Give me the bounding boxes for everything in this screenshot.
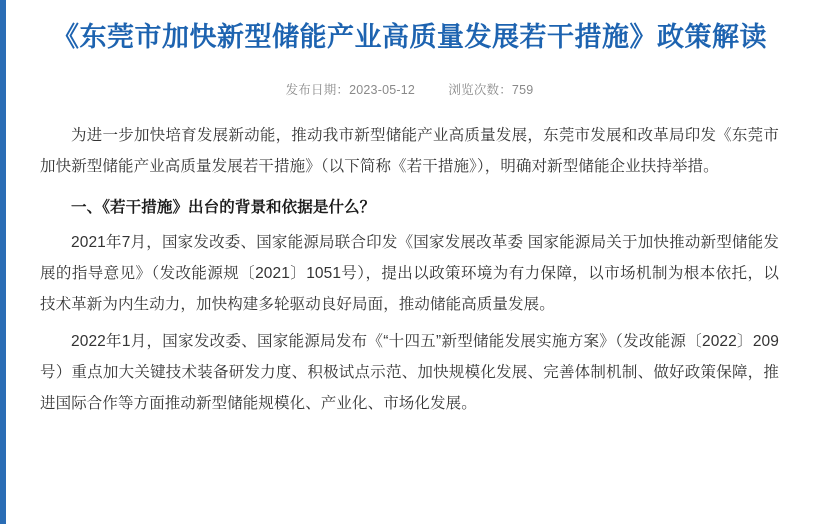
section-heading-1: 一、《若干措施》出台的背景和依据是什么？ (71, 199, 376, 216)
page-title: 《东莞市加快新型储能产业高质量发展若干措施》政策解读 (52, 22, 767, 52)
document-body (40, 120, 779, 419)
view-count: 浏览次数：759 (448, 83, 534, 97)
publish-date: 发布日期：2023-05-12 (285, 83, 416, 97)
paragraph-2022: 2022年1月，国家发改委、国家能源局发布《“十四五”新型储能发展实施方案》（发改能源〔2022〕209号）重点加大关键技术装备研发力度、积极试点示范、加快规模化发展、完善体制机制、做好政策保障，推进国际合作等方面推动新型储能规模化、产业化、市场化发展。 (40, 333, 779, 412)
document-meta (40, 80, 779, 98)
paragraph-intro: 为进一步加快培育发展新动能，推动我市新型储能产业高质量发展，东莞市发展和改革局印发《东莞市加快新型储能产业高质量发展若干措施》（以下简称《若干措施》），明确对新型储能企业扶持举措。 (40, 127, 779, 175)
document-page (6, 0, 813, 524)
paragraph-2021: 2021年7月，国家发改委、国家能源局联合印发《国家发展改革委 国家能源局关于加快推动新型储能发展的指导意见》（发改能源规〔2021〕1051号），提出以政策环境为有力保障，以市场机制为根本依托，以技术革新为内生动力，加快构建多轮驱动良好局面，推动储能高质量发展。 (40, 234, 779, 313)
